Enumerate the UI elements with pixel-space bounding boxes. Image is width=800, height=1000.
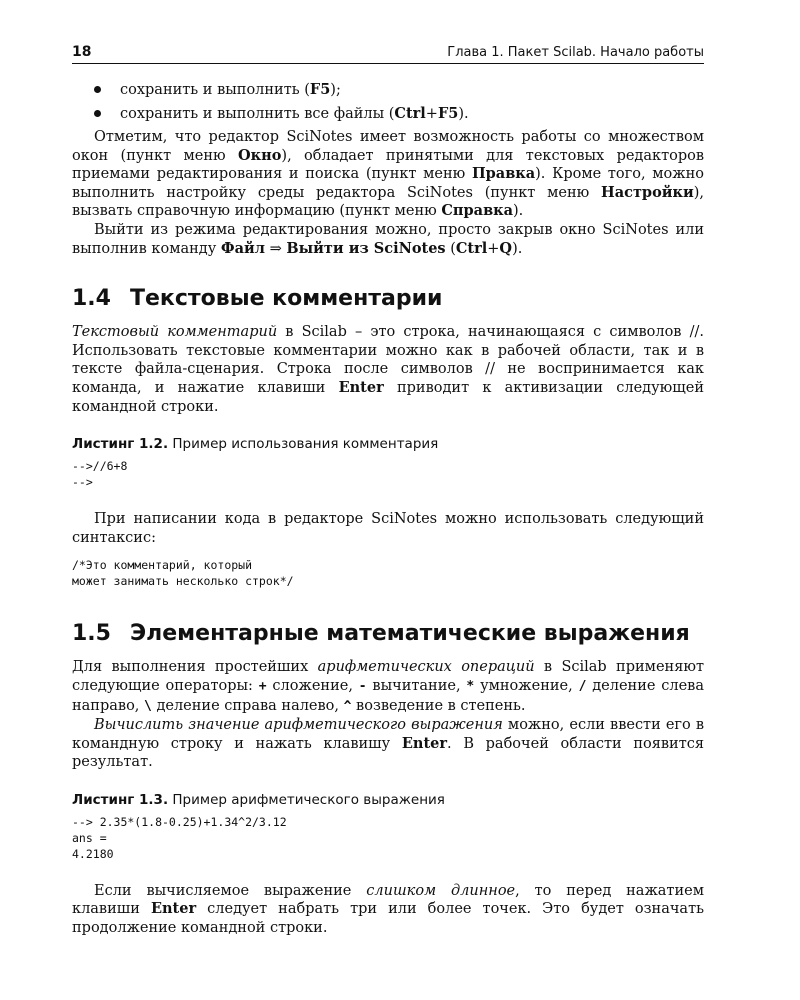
list-item: сохранить и выполнить (F5); <box>72 78 704 102</box>
list-item: сохранить и выполнить все файлы (Ctrl+F5). <box>72 102 704 126</box>
paragraph-operators: Для выполнения простейших арифметических операций в Scilab применяют следующие операторы: + сложение, - вычитание, * умножение, / деление слева направо, \ деление справа налево, ^ возведение в степень. <box>72 659 704 714</box>
page-header <box>72 44 704 64</box>
listing-caption-1-2: Листинг 1.2. Пример использования комментария <box>72 436 439 453</box>
section-heading-1-4: 1.4 Текстовые комментарии <box>72 286 443 312</box>
paragraph-editor-features: Отметим, что редактор SciNotes имеет возможность работы со множеством окон (пункт меню Окно), обладает принятыми для текстовых редакторов приемами редактирования и поиска (пункт меню Правка). Кроме того, можно выполнить настройку среды редактора SciNotes (пункт меню Настройки), вызвать справочную информацию (пункт меню Справка). <box>72 129 704 220</box>
page-number: 18 <box>72 44 92 60</box>
paragraph-comments: Текстовый комментарий в Scilab – это строка, начинающаяся с символов //. Использовать текстовые комментарии можно как в рабочей области, так и в тексте файла-сценария. Строка после символов // не воспринимается как команда, и нажатие клавиши Enter приводит к активизации следующей командной строки. <box>72 324 704 415</box>
paragraph-exit-editor: Выйти из режима редактирования можно, просто закрыв окно SciNotes или выполнив команду Файл ⇒ Выйти из SciNotes (Ctrl+Q). <box>72 221 704 257</box>
book-page <box>72 44 704 938</box>
bullet-icon <box>94 86 101 93</box>
bullet-icon <box>94 110 101 117</box>
code-listing-1-3: --> 2.35*(1.8-0.25)+1.34^2/3.12 ans = 4.2180 <box>72 814 287 861</box>
section-heading-1-5: 1.5 Элементарные математические выражения <box>72 621 690 647</box>
paragraph-long-expression: Если вычисляемое выражение слишком длинное, то перед нажатием клавиши Enter следует набрать три или более точек. Это будет означать продолжение командной строки. <box>72 882 704 937</box>
listing-caption-1-3: Листинг 1.3. Пример арифметического выражения <box>72 791 445 808</box>
code-listing-1-2: -->//6+8 --> <box>72 459 128 490</box>
running-title: Глава 1. Пакет Scilab. Начало работы <box>447 45 704 60</box>
paragraph-scinotes-syntax: При написании кода в редакторе SciNotes можно использовать следующий синтаксис: <box>72 511 704 546</box>
paragraph-evaluate-expression: Вычислить значение арифметического выражения можно, если ввести его в командную строку и нажать клавишу Enter. В рабочей области появится результат. <box>72 717 704 771</box>
bullet-list <box>72 78 704 126</box>
code-block-multiline-comment: /*Это комментарий, который может занимать несколько строк*/ <box>72 558 294 589</box>
